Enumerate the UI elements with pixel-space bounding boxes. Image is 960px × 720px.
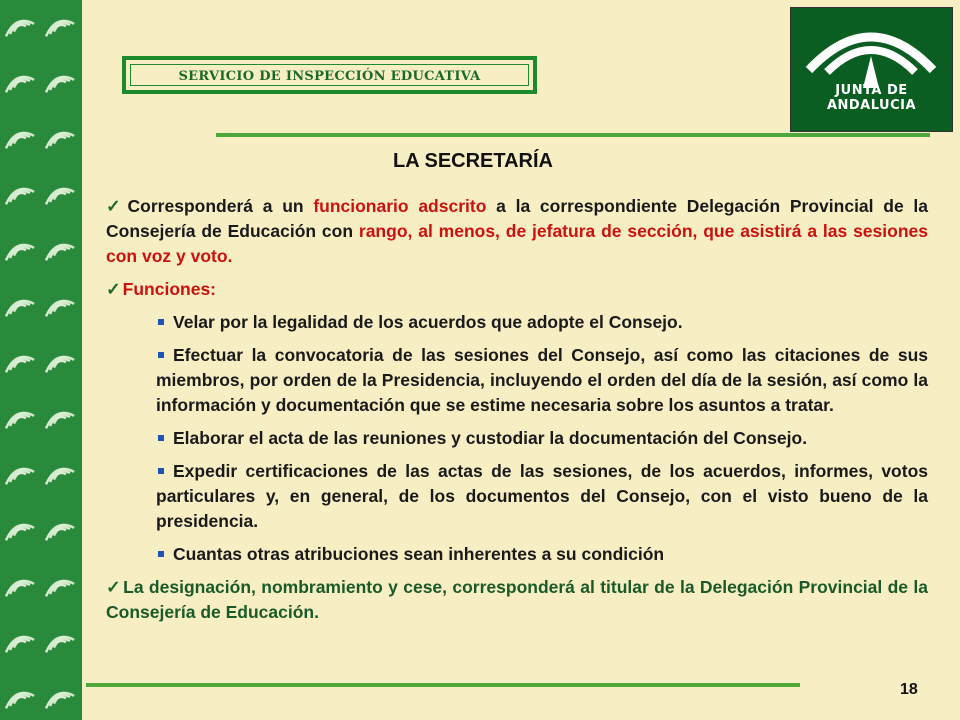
square-bullet-icon [158,551,164,557]
function-text: Cuantas otras atribuciones sean inherentes a su condición [173,544,665,564]
junta-andalucia-logo [790,7,953,132]
function-text: Elaborar el acta de las reuniones y custodiar la documentación del Consejo. [173,428,808,448]
square-bullet-icon [158,435,164,441]
checkmark-icon: ✓ [106,279,121,299]
square-bullet-icon [158,352,164,358]
function-item [156,310,928,335]
function-item [156,542,928,567]
paragraph1-part1: Corresponderá a un [127,196,314,216]
decorative-side-strip [0,0,82,720]
paragraph1-part2: funcionario adscrito [313,196,487,216]
square-bullet-icon [158,319,164,325]
paragraph1-part3: a la correspondiente Delegación Provincial de la Consejería de Educación con [106,196,929,241]
logo-text: JUNTA DE ANDALUCIA [826,83,917,113]
top-divider [216,133,930,137]
page-number: 18 [900,681,918,698]
function-text: Efectuar la convocatoria de las sesiones del Consejo, así como las citaciones de sus miembros, por orden de la Presidencia, incluyendo el orden del día de la sesión, así como la información y documentación que se estime necesaria sobre los asuntos a tratar. [156,345,928,415]
functions-label: Funciones: [122,279,217,299]
bottom-divider [86,683,800,687]
functions-heading [106,277,928,302]
paragraph1-part4: rango, al menos, de jefatura de sección, que asistirá a las sesiones con voz y voto. [106,221,928,266]
page-title: LA SECRETARÍA [393,150,553,172]
checkmark-icon: ✓ [106,577,122,597]
function-text: Expedir certificaciones de las actas de las sesiones, de los acuerdos, informes, votos particulares y, en general, de los documentos del Consejo, con el visto bueno de la presidencia. [156,461,928,531]
square-bullet-icon [158,468,164,474]
function-item [156,459,928,534]
service-header-box [122,56,537,94]
main-content [106,194,928,633]
function-item [156,343,928,418]
paragraph-appointment [106,575,928,625]
function-text: Velar por la legalidad de los acuerdos que adopte el Consejo. [173,312,683,332]
checkmark-icon: ✓ [106,196,126,216]
emblem-pattern [0,0,82,720]
paragraph-last-text: La designación, nombramiento y cese, corresponderá al titular de la Delegación Provincial de la Consejería de Educación. [106,577,928,622]
paragraph-designation [106,194,928,269]
function-item [156,426,928,451]
service-header-label: SERVICIO DE INSPECCIÓN EDUCATIVA [178,69,481,84]
